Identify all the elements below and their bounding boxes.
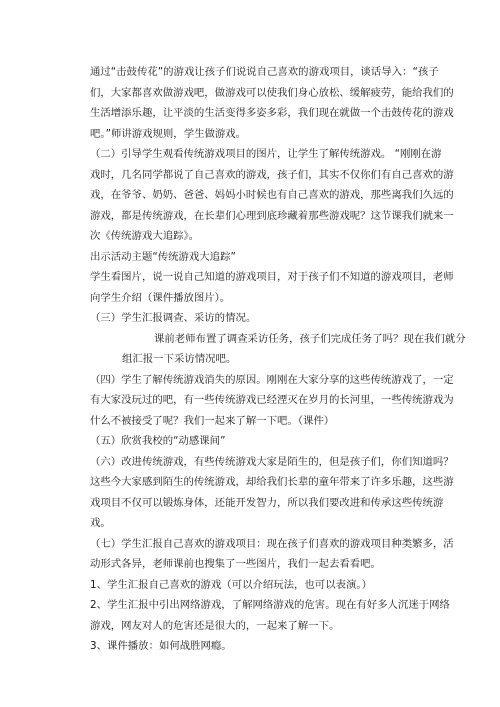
- paragraph: [90, 247, 428, 268]
- paragraph: [90, 62, 454, 144]
- paragraph: [90, 452, 454, 534]
- text-line: 2、学生汇报中引出网络游戏，了解网络游戏的危害。现在有好多人沉迷于网络: [90, 599, 450, 611]
- paragraph: [90, 636, 428, 657]
- paragraph: [90, 329, 466, 370]
- text-line: 学生看图片，说一说自己知道的游戏项目，对于孩子们不知道的游戏项目，老师: [90, 271, 454, 283]
- text-line: 这些今大家感到陌生的传统游戏，却给我们长辈的童年带来了许多乐趣，这些游: [90, 476, 454, 488]
- text-line: 戏时，几名同学都说了自己喜欢的游戏，孩子们，其实不仅你们有自己喜欢的游: [90, 168, 454, 181]
- paragraph: [90, 370, 454, 432]
- text-line: 游戏，网友对人的危害还是很大的，一起来了解一下。: [90, 619, 340, 632]
- text-line: 有大家没玩过的吧，有一些传统游戏已经湮灭在岁月的长河里，一些传统游戏为: [90, 394, 454, 406]
- text-line: 课前老师布置了调查采访任务，孩子们完成任务了吗？现在我们就分: [154, 332, 466, 345]
- text-line: （七）学生汇报自己喜欢的游戏项目：现在孩子们喜欢的游戏项目种类繁多，活: [90, 537, 454, 550]
- paragraph: [90, 144, 454, 247]
- document-page: [90, 62, 466, 657]
- text-line: 次《传统游戏大追踪》。: [90, 230, 200, 242]
- text-line: 组汇报一下采访情况吧。: [122, 353, 237, 365]
- paragraph: [90, 534, 454, 575]
- text-line: 通过“击鼓传花”的游戏让孩子们说说自己喜欢的游戏项目，谈话导入：“孩子: [90, 66, 439, 78]
- text-line: 1、学生汇报自己喜欢的游戏（可以介绍玩法，也可以表演。）: [90, 578, 372, 591]
- text-line: 吧。”师讲游戏规则，学生做游戏。: [90, 127, 247, 140]
- text-line: （四）学生了解传统游戏消失的原因。刚刚在大家分享的这些传统游戏了，一定: [90, 373, 454, 386]
- text-line: 游戏，都是传统游戏，在长辈们心理到底珍藏着那些游戏呢？这节课我们就来一: [90, 209, 454, 222]
- text-line: 们，大家都喜欢做游戏吧，做游戏可以使我们身心放松、缓解疲劳，能给我们的: [90, 86, 454, 99]
- text-line: 戏。: [90, 517, 111, 529]
- text-line: （二）引导学生观看传统游戏项目的图片，让学生了解传统游戏。 “刚刚在游: [90, 148, 442, 160]
- text-line: 生活增添乐趣，让平淡的生活变得多姿多彩，我们现在就做一个击鼓传花的游戏: [90, 107, 454, 119]
- text-line: （五）欣赏我校的“动感课间”: [90, 435, 226, 447]
- text-line: 向学生介绍（课件播放图片）。: [90, 291, 231, 304]
- text-line: 戏项目不仅可以锻炼身体，还能开发智力，所以我们要改进和传承这些传统游: [90, 496, 444, 509]
- text-line: 动形式各异，老师课前也搜集了一些图片，我们一起去看看吧。: [90, 558, 381, 570]
- text-line: 3、课件播放：如何战胜网瘾。: [90, 640, 232, 652]
- text-line: 什么不被接受了呢？我们一起来了解一下吧。（课件）: [90, 414, 335, 427]
- paragraph: [90, 595, 450, 636]
- text-line: （三）学生汇报调查、采访的情况。: [90, 312, 257, 324]
- text-line: （六）改进传统游戏，有些传统游戏大家是陌生的，但是孩子们，你们知道吗？: [90, 455, 454, 468]
- paragraph: [90, 308, 428, 329]
- paragraph: [90, 575, 428, 596]
- text-line: 出示活动主题“传统游戏大追踪”: [90, 250, 236, 263]
- paragraph: [90, 267, 454, 308]
- text-line: 戏，在爷爷、奶奶、爸爸、妈妈小时候也有自己喜欢的游戏，那些离我们久远的: [90, 189, 454, 201]
- paragraph: [90, 431, 428, 452]
